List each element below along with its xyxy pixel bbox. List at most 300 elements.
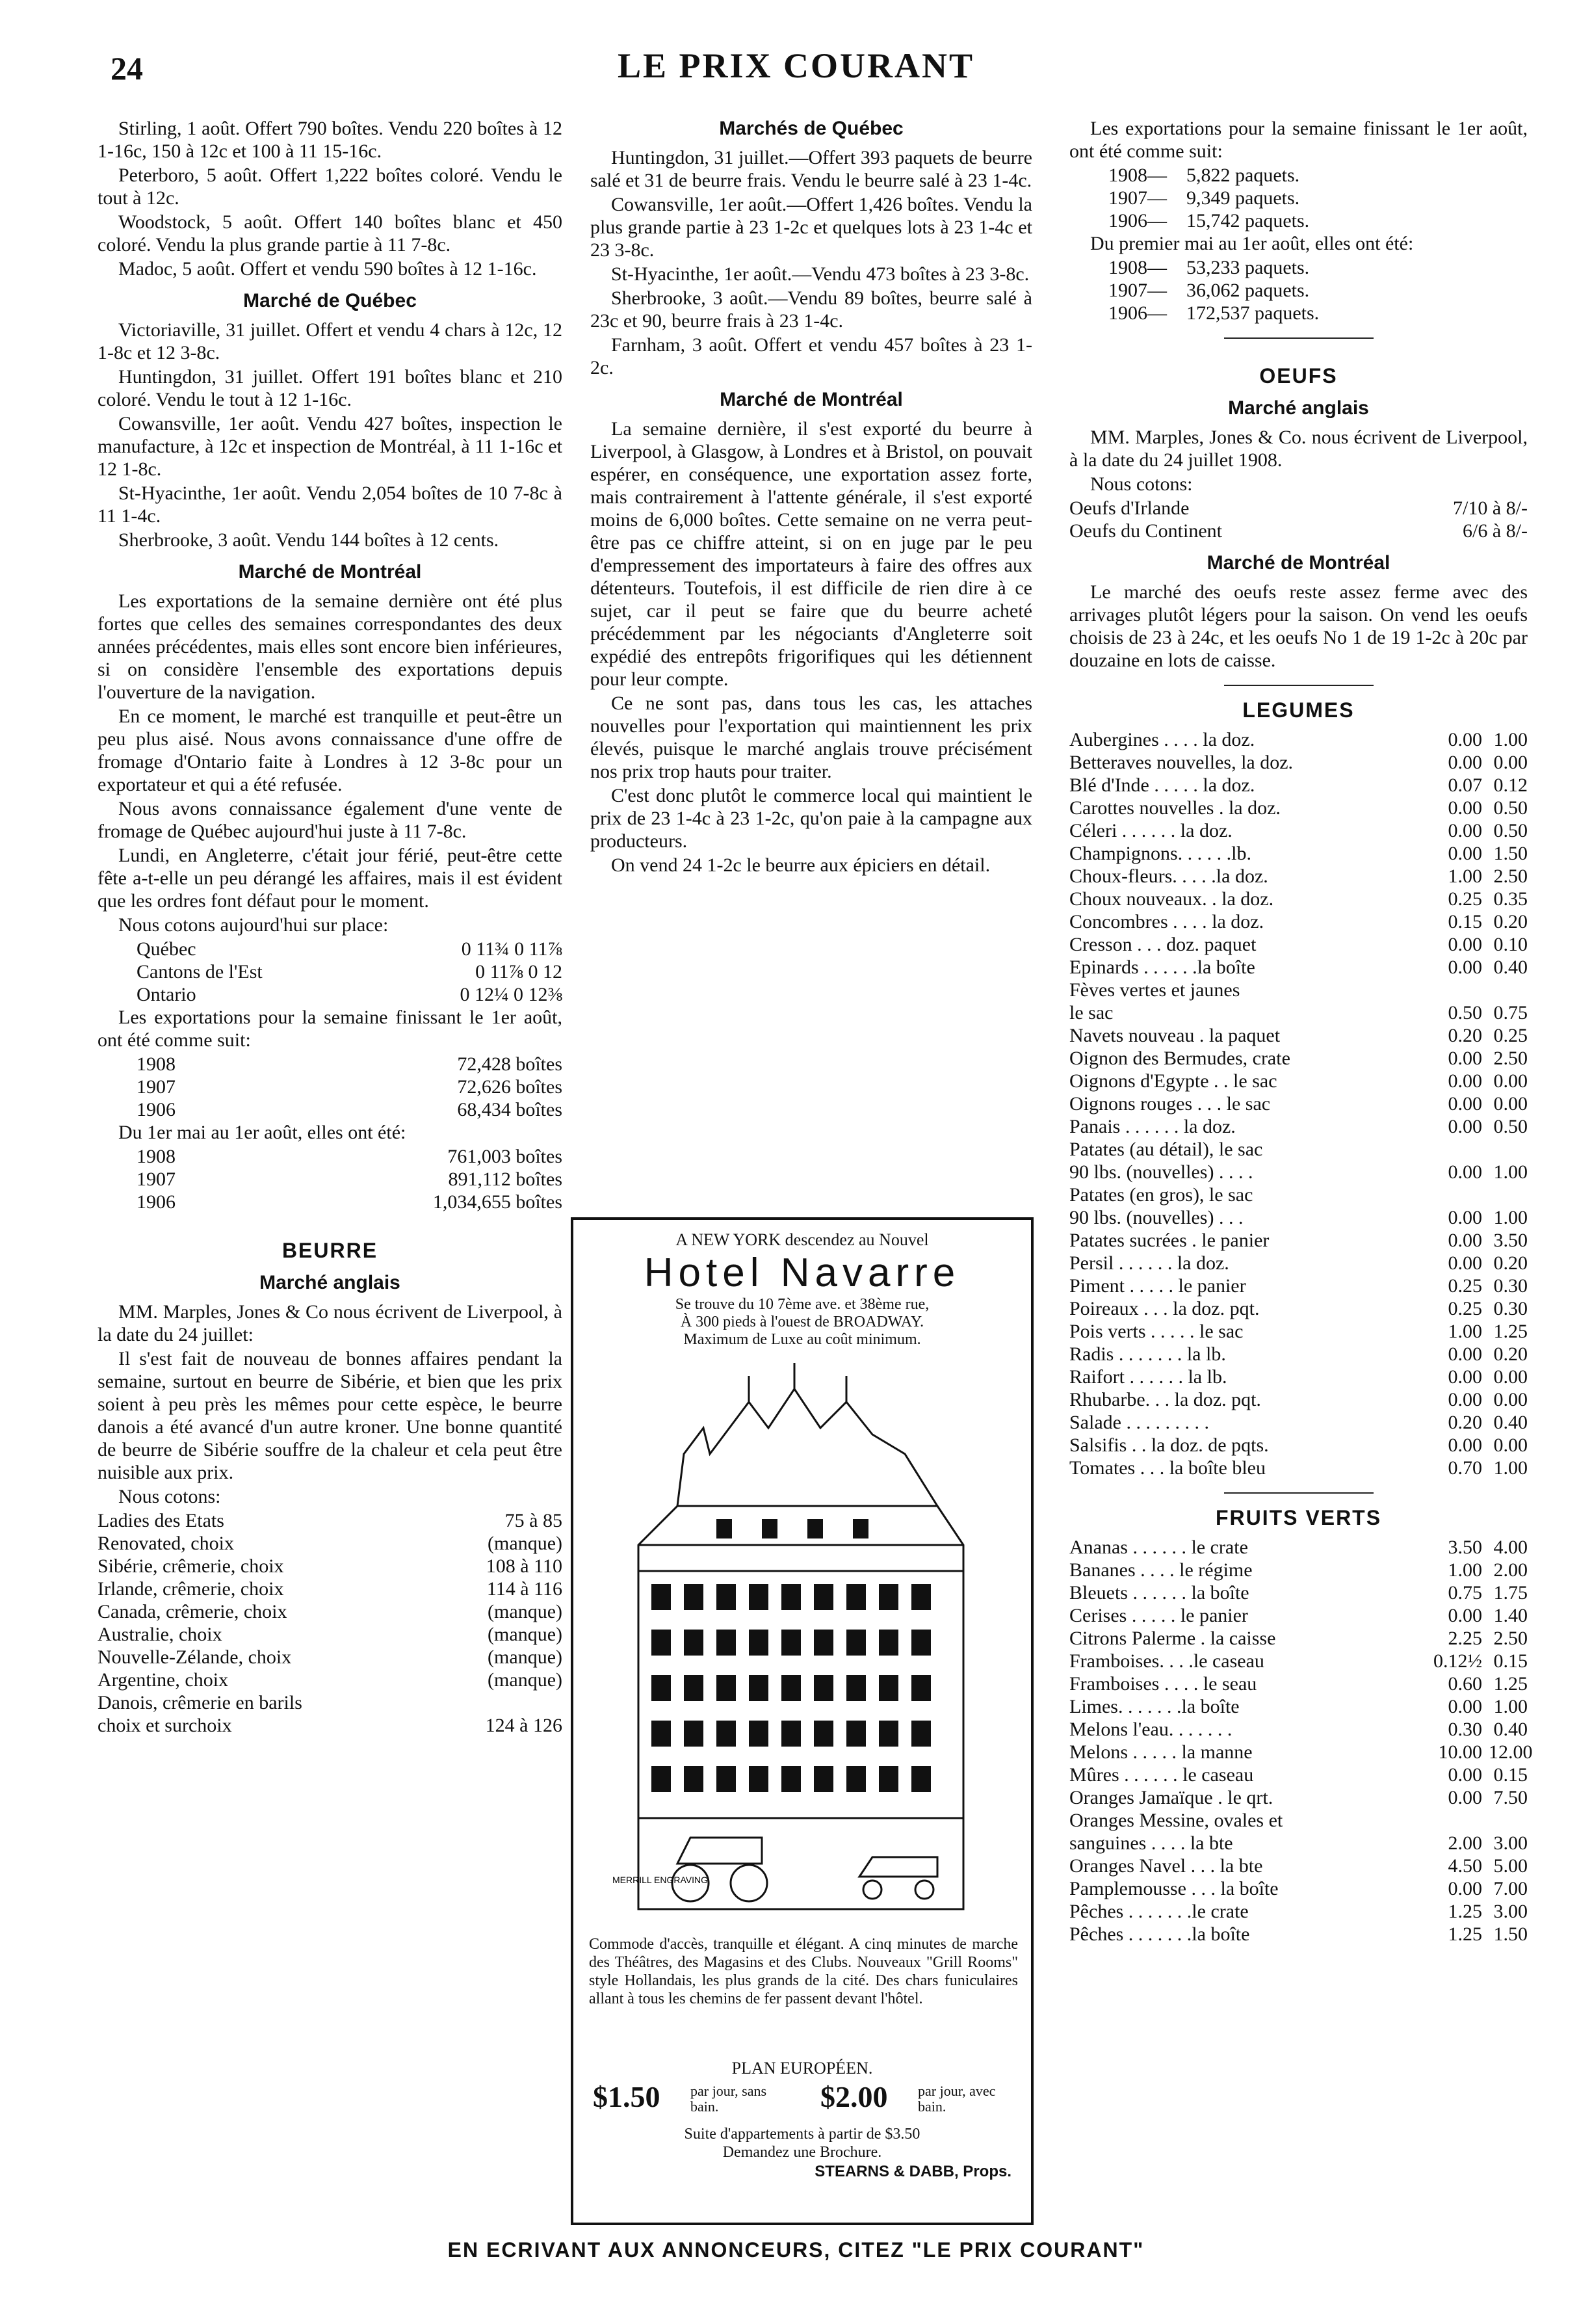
item-price: 0.20 (1493, 1252, 1528, 1274)
item-price: 12.00 (1489, 1741, 1533, 1763)
price-row (1069, 865, 1528, 888)
item-price: 0.75 (1493, 1002, 1528, 1023)
item-price: 2.00 (1448, 1832, 1482, 1854)
list-item: Australie, choix (manque) (98, 1624, 562, 1645)
item-price: 0.40 (1493, 957, 1528, 978)
paragraph: Huntingdon, 31 juillet. Offert 191 boîtes blanc et 210 coloré. Vendu le tout à 12 1-16c. (98, 366, 562, 410)
item-price: 0.15 (1493, 1650, 1528, 1672)
butter-price-list (98, 1509, 562, 1737)
price-row (1069, 1457, 1528, 1479)
price-with-bath-note: par jour, avec bain. (918, 2083, 996, 2115)
item-price (1482, 979, 1528, 1001)
item-name: Oignon des Bermudes, crate (1069, 1048, 1290, 1069)
item-price: 0.00 (1448, 1252, 1482, 1274)
price-row (1069, 1206, 1528, 1229)
fruits-price-list (1069, 1536, 1533, 1946)
price-row (1069, 842, 1528, 865)
item-name: Mûres . . . . . . le caseau (1069, 1764, 1254, 1786)
list-item: 1907 891,112 boîtes (137, 1169, 562, 1190)
price-row (1069, 1536, 1528, 1559)
item-name: Salade . . . . . . . . . (1069, 1412, 1209, 1433)
section-subheading: Marché anglais (1228, 397, 1369, 419)
paragraph: St-Hyacinthe, 1er août.—Vendu 473 boîtes à 23 3-8c. (611, 263, 1030, 285)
price-row (1069, 1900, 1528, 1923)
price-row (1069, 819, 1528, 842)
item-price: 4.50 (1448, 1855, 1482, 1877)
price-row (1069, 1741, 1533, 1763)
item-price: 0.00 (1493, 1389, 1528, 1410)
item-name: Rhubarbe. . . la doz. pqt. (1069, 1389, 1261, 1410)
ad-suite-text: Suite d'appartements à partir de $3.50 (684, 2126, 920, 2143)
item-name: Piment . . . . . le panier (1069, 1275, 1246, 1297)
item-name: Navets nouveau . la paquet (1069, 1025, 1281, 1046)
item-name: Melons . . . . . la manne (1069, 1741, 1253, 1763)
item-price: 0.25 (1448, 888, 1482, 910)
item-price: 3.00 (1493, 1832, 1528, 1854)
page-header (0, 46, 1592, 91)
item-price: 0.50 (1493, 820, 1528, 841)
item-name: Oignons rouges . . . le sac (1069, 1093, 1271, 1115)
list-item: 1908— 5,822 paquets. (1108, 165, 1300, 186)
section-heading: LEGUMES (1242, 698, 1355, 722)
item-price: 1.25 (1448, 1901, 1482, 1922)
item-name: Framboises. . . .le caseau (1069, 1650, 1264, 1672)
paragraph: Nous cotons aujourd'hui sur place: (118, 914, 389, 936)
item-price: 0.12½ (1433, 1650, 1482, 1672)
section-heading: OEUFS (1259, 364, 1338, 388)
paragraph: Farnham, 3 août. Offert et vendu 457 boîtes à 23 1-2c. (590, 334, 1032, 378)
list-item: 1906 68,434 boîtes (137, 1099, 562, 1120)
paragraph: Woodstock, 5 août. Offert 140 boîtes blanc et 450 coloré. Vendu la plus grande partie à 11 7-8c. (98, 211, 562, 256)
ad-description: Commode d'accès, tranquille et élégant. A cinq minutes de marche des Théâtres, des Magasins et des Clubs. Nouveaux "Grill Rooms" style Hollandais, les plus grands de la cité. Des chars funiculaires allant à tous les chemins de fer passent devant l'hôtel. (589, 1936, 1018, 2007)
item-price: 5.00 (1493, 1855, 1528, 1877)
item-price (1482, 1183, 1528, 1206)
item-name: Pois verts . . . . . le sac (1069, 1321, 1244, 1342)
item-price: 0.40 (1493, 1412, 1528, 1433)
price-row (1069, 1559, 1528, 1581)
item-price (1482, 1138, 1528, 1161)
item-price: 0.00 (1448, 1093, 1482, 1115)
price-row (1069, 1274, 1528, 1297)
item-name: Tomates . . . la boîte bleu (1069, 1457, 1266, 1479)
paragraph: Nous cotons: (118, 1486, 221, 1507)
ad-brochure-text: Demandez une Brochure. (722, 2144, 882, 2161)
item-price: 0.00 (1448, 1696, 1482, 1717)
price-row (1069, 1855, 1528, 1877)
price-row (1069, 1115, 1528, 1138)
section-heading: Marché de Montréal (720, 389, 903, 410)
item-name: Pamplemousse . . . la boîte (1069, 1878, 1279, 1899)
ad-suite (573, 2125, 1031, 2161)
section-subheading: Marché anglais (259, 1272, 400, 1293)
paragraph: Sherbrooke, 3 août.—Vendu 89 boîtes, beurre salé à 23c et 90, beurre frais à 23 1-4c. (590, 287, 1032, 332)
paragraph: Lundi, en Angleterre, c'était jour férié, peut-être cette fête a-t-elle un peu dérangé les affaires, mais il est évident que les ordres font défaut pour le moment. (98, 845, 562, 912)
paragraph: Les exportations de la semaine dernière ont été plus fortes que celles des semaines correspondantes des deux années précédentes, mais elles sont encore bien inférieures, si on considère l'ensemble des exportations depuis l'ouverture de la navigation. (98, 590, 562, 703)
item-name: Cerises . . . . . le panier (1069, 1605, 1248, 1626)
column-3 (1069, 117, 1533, 1946)
paragraph: Madoc, 5 août. Offert et vendu 590 boîtes à 12 1-16c. (118, 258, 537, 280)
paragraph: Les exportations pour la semaine finissant le 1er août, ont été comme suit: (1069, 118, 1528, 162)
price-without-bath-note: par jour, sans bain. (690, 2083, 767, 2115)
export-list (1069, 256, 1528, 324)
price-row (1069, 1650, 1528, 1672)
item-price: 1.75 (1493, 1582, 1528, 1604)
item-name: Limes. . . . . . .la boîte (1069, 1696, 1240, 1717)
item-price: 0.30 (1493, 1275, 1528, 1297)
column-1 (98, 117, 562, 1737)
list-item: Québec 0 11¾ 0 11⅞ (137, 938, 562, 960)
item-price (1424, 979, 1482, 1001)
section-heading: Marché de Montréal (238, 561, 422, 583)
price-row (1069, 1001, 1528, 1024)
item-price: 1.00 (1448, 865, 1482, 887)
item-price: 1.00 (1493, 1457, 1528, 1479)
item-name: Pêches . . . . . . .la boîte (1069, 1923, 1250, 1945)
item-name: Aubergines . . . . la doz. (1069, 729, 1255, 750)
item-name: Céleri . . . . . . la doz. (1069, 820, 1233, 841)
item-name: Oranges Jamaïque . le qrt. (1069, 1787, 1273, 1808)
item-price: 0.00 (1448, 1230, 1482, 1251)
paragraph: St-Hyacinthe, 1er août. Vendu 2,054 boîtes de 10 7-8c à 11 1-4c. (98, 482, 562, 527)
item-price: 7.50 (1493, 1787, 1528, 1808)
price-without-bath: $1.50 (593, 2080, 660, 2113)
item-name: Poireaux . . . la doz. pqt. (1069, 1298, 1260, 1319)
ad-hotel-name: Hotel Navarre (644, 1250, 961, 1295)
list-item: Danois, crêmerie en barils (98, 1692, 302, 1713)
paragraph: Sherbrooke, 3 août. Vendu 144 boîtes à 12 cents. (118, 529, 499, 551)
price-row (1069, 1343, 1528, 1366)
ad-location: À 300 pieds à l'ouest de BROADWAY. (680, 1314, 924, 1330)
item-price: 0.00 (1448, 1605, 1482, 1626)
divider (1224, 685, 1374, 686)
item-price: 2.50 (1493, 1048, 1528, 1069)
item-name: Pêches . . . . . . .le crate (1069, 1901, 1249, 1922)
item-price: 0.00 (1448, 1207, 1482, 1228)
price-row (1069, 1763, 1528, 1786)
price-row (1069, 910, 1528, 933)
paragraph: En ce moment, le marché est tranquille et peut-être un peu plus aisé. Nous avons connaissance d'une offre de fromage d'Ontario faite à Londres à 12 3-8c pour un exportateur et qui a été refusée. (98, 706, 562, 795)
list-item: Oeufs du Continent 6/6 à 8/- (1069, 520, 1528, 542)
price-row (1069, 1138, 1528, 1161)
item-price: 3.50 (1493, 1230, 1528, 1251)
list-item: Ontario 0 12¼ 0 12⅜ (137, 984, 562, 1005)
item-price: 1.00 (1493, 1207, 1528, 1228)
hotel-building-illustration (599, 1350, 1009, 1922)
price-row (1069, 1388, 1528, 1411)
item-name: Radis . . . . . . . la lb. (1069, 1343, 1226, 1365)
item-name: Choux nouveaux. . la doz. (1069, 888, 1274, 910)
list-item: 1907— 9,349 paquets. (1108, 187, 1300, 209)
price-row (1069, 1581, 1528, 1604)
item-price: 2.25 (1448, 1628, 1482, 1649)
paragraph: Cowansville, 1er août. Vendu 427 boîtes, inspection le manufacture, à 12c et inspection de Montréal, à 11 1-16c et 12 1-8c. (98, 413, 562, 480)
ad-proprietors: STEARNS & DABB, Props. (815, 2163, 1011, 2180)
item-name: Persil . . . . . . la doz. (1069, 1252, 1229, 1274)
price-row (1069, 1877, 1528, 1900)
list-item: Argentine, choix (manque) (98, 1669, 562, 1691)
paragraph: Nous avons connaissance également d'une vente de fromage de Québec aujourd'hui juste à 11 7-8c. (98, 798, 562, 842)
item-name: Patates (en gros), le sac (1069, 1184, 1253, 1206)
item-price: 0.15 (1448, 911, 1482, 932)
item-price: 1.25 (1493, 1673, 1528, 1695)
price-row (1069, 1070, 1528, 1092)
ad-prices (586, 2080, 1018, 2119)
paragraph: Ce ne sont pas, dans tous les cas, les attaches nouvelles pour l'exportation qui maintiennent les prix élevés, puisque le marché anglais trouve précisément nos prix trop hauts pour traiter. (590, 693, 1032, 782)
ad-slogan: Maximum de Luxe au coût minimum. (683, 1331, 921, 1348)
item-price: 0.50 (1493, 797, 1528, 819)
price-row (1069, 751, 1528, 774)
price-row (1069, 956, 1528, 979)
item-price: 0.00 (1448, 1434, 1482, 1456)
list-item: Sibérie, crêmerie, choix 108 à 110 (98, 1555, 562, 1577)
price-row (1069, 1024, 1528, 1047)
export-list (1069, 164, 1528, 232)
item-name: Concombres . . . . la doz. (1069, 911, 1264, 932)
item-price: 0.20 (1448, 1025, 1482, 1046)
price-row (1069, 1297, 1528, 1320)
price-row (1069, 1718, 1528, 1741)
price-row (1069, 1252, 1528, 1274)
list-item: 1906— 15,742 paquets. (1108, 210, 1310, 231)
price-row (1069, 1092, 1528, 1115)
item-name: 90 lbs. (nouvelles) . . . (1069, 1207, 1244, 1228)
item-price: 0.25 (1448, 1298, 1482, 1319)
item-name: Ananas . . . . . . le crate (1069, 1537, 1248, 1558)
paragraph: Le marché des oeufs reste assez ferme avec des arrivages plutôt légers pour la saison. On vend les oeufs choisis de 23 à 24c, et les oeufs No 1 de 19 1-2c à 20c par douzaine en lots de caisse. (1069, 581, 1528, 671)
list-item: Ladies des Etats 75 à 85 (98, 1510, 562, 1531)
item-price: 0.00 (1448, 797, 1482, 819)
paragraph: C'est donc plutôt le commerce local qui maintient le prix de 23 1-4c à 23 1-2c, qu'on paie à la campagne aux producteurs. (590, 785, 1032, 852)
item-name: Panais . . . . . . la doz. (1069, 1116, 1236, 1137)
item-price: 0.00 (1448, 934, 1482, 955)
list-item: Canada, crêmerie, choix (manque) (98, 1601, 562, 1622)
price-row (1069, 1320, 1528, 1343)
paragraph: MM. Marples, Jones & Co nous écrivent de Liverpool, à la date du 24 juillet: (98, 1301, 562, 1345)
section-heading: BEURRE (281, 1239, 378, 1262)
item-price: 0.00 (1448, 1161, 1482, 1183)
price-row (1069, 774, 1528, 797)
footer-notice: EN ECRIVANT AUX ANNONCEURS, CITEZ "LE PRIX COURANT" (447, 2238, 1145, 2262)
item-name: Fèves vertes et jaunes (1069, 979, 1240, 1001)
item-name: Betteraves nouvelles, la doz. (1069, 752, 1294, 773)
column-2 (590, 117, 1032, 878)
paragraph: On vend 24 1-2c le beurre aux épiciers en détail. (611, 854, 991, 876)
item-name: Cresson . . . doz. paquet (1069, 934, 1257, 955)
price-row (1069, 1672, 1528, 1695)
item-price: 0.00 (1493, 752, 1528, 773)
item-name: Bleuets . . . . . . la boîte (1069, 1582, 1249, 1604)
item-name: le sac (1069, 1002, 1114, 1023)
item-price: 0.30 (1493, 1298, 1528, 1319)
item-price (1482, 1809, 1528, 1832)
item-price: 0.00 (1493, 1366, 1528, 1388)
item-price (1424, 1809, 1482, 1832)
vegetables-price-list (1069, 728, 1528, 1479)
list-item: Cantons de l'Est 0 11⅞ 0 12 (137, 961, 562, 983)
item-price: 1.00 (1493, 729, 1528, 750)
item-price: 7.00 (1493, 1878, 1528, 1899)
paragraph: Il s'est fait de nouveau de bonnes affaires pendant la semaine, surtout en beurre de Sibérie, et bien que les prix soient à peu près les mêmes pour cette espèce, le beurre danois a été avancé d'un autre kroner. Une bonne quantité de beurre de Sibérie souffre de la chaleur et cela peut être nuisible aux prix. (98, 1348, 562, 1483)
price-row (1069, 1434, 1528, 1457)
list-item: Nouvelle-Zélande, choix (manque) (98, 1646, 562, 1668)
section-subheading: Marché de Montréal (1207, 552, 1390, 574)
list-item: Renovated, choix (manque) (98, 1533, 562, 1554)
item-price: 0.20 (1493, 911, 1528, 932)
item-name: 90 lbs. (nouvelles) . . . . (1069, 1161, 1253, 1183)
item-price: 0.00 (1448, 1878, 1482, 1899)
item-price: 1.25 (1493, 1321, 1528, 1342)
list-item: 1908 761,003 boîtes (137, 1146, 562, 1167)
item-price: 0.25 (1493, 1025, 1528, 1046)
item-name: Bananes . . . . le régime (1069, 1559, 1253, 1581)
item-name: Oignons d'Egypte . . le sac (1069, 1070, 1277, 1092)
export-list (98, 1053, 562, 1121)
paragraph: MM. Marples, Jones & Co. nous écrivent de Liverpool, à la date du 24 juillet 1908. (1069, 427, 1528, 471)
ad-plan: PLAN EUROPÉEN. (731, 2059, 873, 2078)
item-price: 2.50 (1493, 1628, 1528, 1649)
item-price: 0.00 (1448, 752, 1482, 773)
price-row (1069, 1695, 1528, 1718)
price-row (1069, 1627, 1528, 1650)
paragraph: Du premier mai au 1er août, elles ont été: (1090, 233, 1414, 254)
paragraph: Huntingdon, 31 juillet.—Offert 393 paquets de beurre salé et 31 de beurre frais. Vendu le beurre salé à 23 1-4c. (590, 147, 1032, 191)
item-price: 2.00 (1493, 1559, 1528, 1581)
list-item: 1908— 53,233 paquets. (1108, 257, 1310, 278)
price-row (1069, 1161, 1528, 1183)
item-price: 0.00 (1448, 1048, 1482, 1069)
price-with-bath: $2.00 (820, 2080, 888, 2113)
item-price: 1.50 (1493, 843, 1528, 864)
item-price: 0.60 (1448, 1673, 1482, 1695)
item-price: 0.00 (1448, 957, 1482, 978)
item-name: Oranges Navel . . . la bte (1069, 1855, 1263, 1877)
item-price: 0.20 (1448, 1412, 1482, 1433)
item-name: Epinards . . . . . .la boîte (1069, 957, 1255, 978)
section-heading: FRUITS VERTS (1215, 1506, 1382, 1529)
item-name: Raifort . . . . . . la lb. (1069, 1366, 1227, 1388)
price-row (1069, 1832, 1528, 1855)
item-price: 0.00 (1448, 1764, 1482, 1786)
list-item: choix et surchoix 124 à 126 (98, 1715, 562, 1736)
paragraph: La semaine dernière, il s'est exporté du beurre à Liverpool, à Glasgow, à Londres et à Bristol, on pouvait espérer, en conséquence, une exportation assez forte, mais contrairement à l'attente générale, il s'est exporté moins de 6,000 boîtes. Cette semaine on ne verra peut-être pas ce chiffre atteint, si on en juge par le peu d'empressement des importateurs à faire des offres aux détenteurs. Toutefois, il est difficile de rien dire à ce sujet, car il peut se faire que du beurre acheté précédemment par les négociants d'Angleterre soit expédié des entrepôts frigorifiques qui les détiennent pour leur compte. (590, 418, 1032, 690)
paragraph: Peterboro, 5 août. Offert 1,222 boîtes coloré. Vendu le tout à 12c. (98, 165, 562, 209)
paragraph: Cowansville, 1er août.—Offert 1,426 boîtes. Vendu la plus grande partie à 23 1-2c et quelques lots à 23 1-4c et 23 3-8c. (590, 194, 1032, 261)
item-price (1424, 1138, 1482, 1161)
item-price: 0.20 (1493, 1343, 1528, 1365)
item-price: 0.00 (1448, 1343, 1482, 1365)
paragraph: Nous cotons: (1090, 473, 1193, 495)
price-row (1069, 728, 1528, 751)
item-price: 0.12 (1493, 774, 1528, 796)
price-row (1069, 1229, 1528, 1252)
item-price: 4.00 (1493, 1537, 1528, 1558)
price-row (1069, 1366, 1528, 1388)
price-row (1069, 1923, 1528, 1946)
item-price: 0.50 (1448, 1002, 1482, 1023)
item-price: 0.35 (1493, 888, 1528, 910)
item-price: 0.07 (1448, 774, 1482, 796)
item-price: 1.00 (1493, 1696, 1528, 1717)
item-name: Melons l'eau. . . . . . . (1069, 1719, 1233, 1740)
item-name: Choux-fleurs. . . . .la doz. (1069, 865, 1268, 887)
price-row (1069, 1604, 1528, 1627)
item-name: Framboises . . . . le seau (1069, 1673, 1257, 1695)
item-name: Patates (au détail), le sac (1069, 1139, 1263, 1160)
price-row (1069, 1786, 1528, 1809)
item-price: 0.00 (1493, 1093, 1528, 1115)
item-price: 0.00 (1493, 1434, 1528, 1456)
item-name: Patates sucrées . le panier (1069, 1230, 1270, 1251)
price-row (1069, 888, 1528, 910)
page-number: 24 (111, 50, 143, 86)
price-row (1069, 1809, 1528, 1832)
list-item: 1908 72,428 boîtes (137, 1053, 562, 1075)
list-item: 1906 1,034,655 boîtes (137, 1191, 562, 1213)
price-row (1069, 797, 1528, 819)
item-price: 0.00 (1448, 1116, 1482, 1137)
item-price: 10.00 (1438, 1741, 1482, 1763)
hotel-navarre-advertisement (571, 1217, 1034, 2225)
item-name: Citrons Palerme . la caisse (1069, 1628, 1276, 1649)
item-price: 0.00 (1448, 1070, 1482, 1092)
price-row (1069, 1183, 1528, 1206)
item-name: Carottes nouvelles . la doz. (1069, 797, 1281, 819)
item-price: 2.50 (1493, 865, 1528, 887)
item-price: 0.00 (1448, 843, 1482, 864)
price-list (98, 938, 562, 1006)
item-price: 0.15 (1493, 1764, 1528, 1786)
item-price: 1.00 (1448, 1321, 1482, 1342)
item-price: 0.50 (1493, 1116, 1528, 1137)
item-price: 0.10 (1493, 934, 1528, 955)
ad-engraver-credit: MERRILL ENGRAVING (612, 1875, 709, 1885)
divider (1224, 337, 1374, 339)
item-name: Salsifis . . la doz. de pqts. (1069, 1434, 1269, 1456)
list-item: 1907 72,626 boîtes (137, 1076, 562, 1098)
item-price (1424, 1183, 1482, 1206)
item-price: 0.00 (1448, 1787, 1482, 1808)
price-row (1069, 933, 1528, 956)
export-list (98, 1145, 562, 1213)
divider (1224, 1492, 1374, 1494)
list-item: 1906— 172,537 paquets. (1108, 302, 1320, 324)
list-item: Oeufs d'Irlande 7/10 à 8/- (1069, 497, 1528, 519)
item-price: 3.50 (1448, 1537, 1482, 1558)
item-price: 1.00 (1493, 1161, 1528, 1183)
paragraph: Stirling, 1 août. Offert 790 boîtes. Vendu 220 boîtes à 12 1-16c, 150 à 12c et 100 à 11 15-16c. (98, 118, 562, 162)
item-price: 0.75 (1448, 1582, 1482, 1604)
item-price: 0.70 (1448, 1457, 1482, 1479)
item-price: 0.00 (1448, 1366, 1482, 1388)
section-heading: Marché de Québec (243, 290, 417, 311)
item-price: 0.00 (1493, 1070, 1528, 1092)
price-row (1069, 1047, 1528, 1070)
journal-title: LE PRIX COURANT (617, 46, 975, 85)
item-name: Blé d'Inde . . . . . la doz. (1069, 774, 1255, 796)
paragraph: Du 1er mai au 1er août, elles ont été: (118, 1122, 406, 1143)
item-price: 1.40 (1493, 1605, 1528, 1626)
ad-address: Se trouve du 10 7ème ave. et 38ème rue, (675, 1296, 930, 1313)
item-name: sanguines . . . . la bte (1069, 1832, 1233, 1854)
item-price: 1.25 (1448, 1923, 1482, 1945)
list-item: 1907— 36,062 paquets. (1108, 280, 1310, 301)
paragraph: Les exportations pour la semaine finissant le 1er août, ont été comme suit: (98, 1007, 562, 1051)
item-price: 0.00 (1448, 820, 1482, 841)
paragraph: Victoriaville, 31 juillet. Offert et vendu 4 chars à 12c, 12 1-8c et 12 3-8c. (98, 319, 562, 363)
item-price: 3.00 (1493, 1901, 1528, 1922)
item-price: 0.25 (1448, 1275, 1482, 1297)
item-price: 0.30 (1448, 1719, 1482, 1740)
